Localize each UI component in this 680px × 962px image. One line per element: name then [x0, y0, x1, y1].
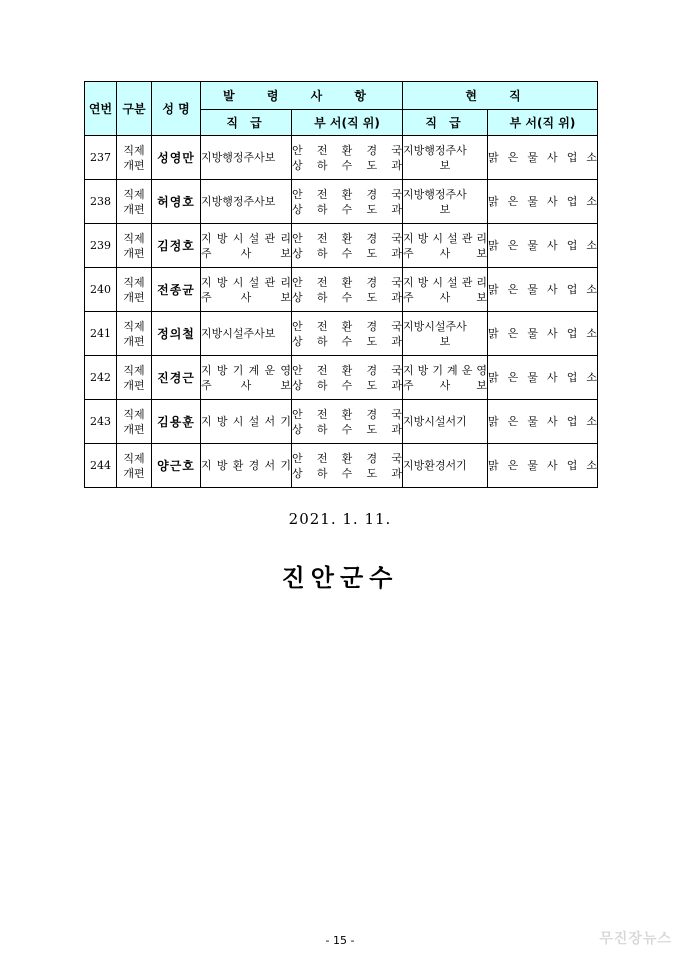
- type-line: 개편: [123, 466, 145, 480]
- dept-line: 상 하 수 도 과: [292, 158, 402, 172]
- type-line: 개편: [123, 334, 145, 348]
- type-line: 직제: [123, 275, 145, 289]
- dept-line: 상 하 수 도 과: [292, 246, 402, 260]
- cur_dept-text: 맑 은 물 사 업 소: [488, 371, 597, 384]
- cur_dept-text: 맑 은 물 사 업 소: [488, 283, 597, 296]
- dept-line: 안 전 환 경 국: [292, 319, 402, 333]
- dept-line: 안 전 환 경 국: [292, 143, 402, 157]
- cell-type: [117, 400, 152, 444]
- type-line: 직제: [123, 407, 145, 421]
- type-line: 개편: [123, 158, 145, 172]
- cur_rank-line: 지 방 시 설 관 리: [403, 275, 487, 289]
- header-current: 현 직: [403, 82, 598, 110]
- rank-line: 지 방 기 계 운 영: [201, 363, 291, 377]
- cur_dept-text: 맑 은 물 사 업 소: [488, 151, 597, 164]
- cell-type: [117, 224, 152, 268]
- dept-line: 상 하 수 도 과: [292, 334, 402, 348]
- cell-dept: [292, 312, 403, 356]
- cell-dept: [292, 444, 403, 488]
- appointment-table: [84, 81, 598, 488]
- cell-current-dept: [488, 400, 598, 444]
- cell-no: 238: [85, 180, 117, 224]
- type-line: 직제: [123, 231, 145, 245]
- type-line: 직제: [123, 363, 145, 377]
- cell-type: [117, 444, 152, 488]
- header-appointment: 발 령 사 항: [201, 82, 403, 110]
- cell-current-rank: [403, 136, 488, 180]
- cur_dept-text: 맑 은 물 사 업 소: [488, 415, 597, 428]
- cell-name: 허영호: [152, 180, 201, 224]
- header-rank: 직 급: [201, 110, 292, 136]
- dept-line: 상 하 수 도 과: [292, 378, 402, 392]
- dept-line: 안 전 환 경 국: [292, 187, 402, 201]
- cell-current-rank: [403, 356, 488, 400]
- table-row: [85, 268, 598, 312]
- header-dept: 부 서(직 위): [292, 110, 403, 136]
- cell-dept: [292, 136, 403, 180]
- cur_rank-line: 지방행정주사: [403, 187, 467, 201]
- header-name: 성 명: [152, 82, 201, 136]
- cell-current-dept: [488, 312, 598, 356]
- page-number: - 15 -: [325, 934, 355, 947]
- cur_rank-line: 주 사 보: [403, 378, 487, 392]
- type-line: 직제: [123, 143, 145, 157]
- table-row: [85, 224, 598, 268]
- cell-current-dept: [488, 180, 598, 224]
- cell-no: 237: [85, 136, 117, 180]
- rank-line: 지방시설주사보: [201, 327, 276, 340]
- cell-no: 241: [85, 312, 117, 356]
- type-line: 개편: [123, 290, 145, 304]
- dept-line: 안 전 환 경 국: [292, 275, 402, 289]
- rank-line: 주 사 보: [201, 246, 291, 260]
- cell-current-dept: [488, 136, 598, 180]
- cell-name: 김용훈: [152, 400, 201, 444]
- type-line: 개편: [123, 246, 145, 260]
- table-body: [85, 136, 598, 488]
- cell-no: 244: [85, 444, 117, 488]
- cell-type: [117, 312, 152, 356]
- cell-current-rank: [403, 444, 488, 488]
- cur_rank-line: 지 방 기 계 운 영: [403, 363, 487, 377]
- cell-current-rank: [403, 180, 488, 224]
- type-line: 개편: [123, 202, 145, 216]
- cell-rank: [201, 180, 292, 224]
- cell-dept: [292, 268, 403, 312]
- issuer-title: 진안군수: [281, 564, 399, 592]
- cell-rank: [201, 136, 292, 180]
- type-line: 개편: [123, 422, 145, 436]
- cell-rank: [201, 268, 292, 312]
- cell-name: 성영만: [152, 136, 201, 180]
- type-line: 개편: [123, 378, 145, 392]
- rank-line: 지 방 시 설 관 리: [201, 231, 291, 245]
- cell-name: 김정호: [152, 224, 201, 268]
- cell-no: 242: [85, 356, 117, 400]
- cur_dept-text: 맑 은 물 사 업 소: [488, 459, 597, 472]
- cell-current-dept: [488, 356, 598, 400]
- rank-line: 지 방 환 경 서 기: [201, 459, 291, 472]
- cell-current-rank: [403, 312, 488, 356]
- cell-rank: [201, 356, 292, 400]
- type-line: 직제: [123, 319, 145, 333]
- table-row: [85, 180, 598, 224]
- cell-current-rank: [403, 268, 488, 312]
- cur_rank-line: 보: [439, 202, 451, 216]
- dept-line: 안 전 환 경 국: [292, 451, 402, 465]
- dept-line: 상 하 수 도 과: [292, 466, 402, 480]
- rank-line: 지 방 시 설 관 리: [201, 275, 291, 289]
- cell-dept: [292, 180, 403, 224]
- cur_rank-line: 지방환경서기: [403, 459, 467, 472]
- dept-line: 상 하 수 도 과: [292, 422, 402, 436]
- cell-current-dept: [488, 268, 598, 312]
- table-row: [85, 312, 598, 356]
- table-row: [85, 400, 598, 444]
- cell-current-rank: [403, 224, 488, 268]
- cell-type: [117, 268, 152, 312]
- type-line: 직제: [123, 187, 145, 201]
- cell-rank: [201, 444, 292, 488]
- dept-line: 안 전 환 경 국: [292, 407, 402, 421]
- header-cur-dept: 부 서(직 위): [488, 110, 598, 136]
- cur_rank-line: 주 사 보: [403, 246, 487, 260]
- cell-name: 진경근: [152, 356, 201, 400]
- cell-name: 정의철: [152, 312, 201, 356]
- cur_rank-line: 보: [439, 334, 451, 348]
- cur_dept-text: 맑 은 물 사 업 소: [488, 239, 597, 252]
- cur_rank-line: 지방행정주사: [403, 143, 467, 157]
- issue-date: 2021. 1. 11.: [288, 510, 392, 528]
- rank-line: 주 사 보: [201, 290, 291, 304]
- cell-current-dept: [488, 224, 598, 268]
- cur_dept-text: 맑 은 물 사 업 소: [488, 195, 597, 208]
- cell-type: [117, 180, 152, 224]
- dept-line: 안 전 환 경 국: [292, 363, 402, 377]
- rank-line: 지방행정주사보: [201, 195, 276, 208]
- dept-line: 상 하 수 도 과: [292, 290, 402, 304]
- dept-line: 안 전 환 경 국: [292, 231, 402, 245]
- header-cur-rank: 직 급: [403, 110, 488, 136]
- table-row: [85, 444, 598, 488]
- watermark-logo: 무진장뉴스: [599, 931, 672, 947]
- cell-dept: [292, 356, 403, 400]
- cell-name: 전종균: [152, 268, 201, 312]
- cell-dept: [292, 400, 403, 444]
- header-no: 연번: [85, 82, 117, 136]
- rank-line: 주 사 보: [201, 378, 291, 392]
- cell-no: 243: [85, 400, 117, 444]
- cur_dept-text: 맑 은 물 사 업 소: [488, 327, 597, 340]
- cell-current-rank: [403, 400, 488, 444]
- table-row: [85, 356, 598, 400]
- cell-rank: [201, 312, 292, 356]
- cell-no: 239: [85, 224, 117, 268]
- cell-rank: [201, 400, 292, 444]
- cur_rank-line: 지방시설주사: [403, 319, 467, 333]
- rank-line: 지 방 시 설 서 기: [201, 415, 291, 428]
- cell-rank: [201, 224, 292, 268]
- cur_rank-line: 주 사 보: [403, 290, 487, 304]
- cell-no: 240: [85, 268, 117, 312]
- cur_rank-line: 지방시설서기: [403, 415, 467, 428]
- cur_rank-line: 지 방 시 설 관 리: [403, 231, 487, 245]
- type-line: 직제: [123, 451, 145, 465]
- rank-line: 지방행정주사보: [201, 151, 276, 164]
- header-type: 구분: [117, 82, 152, 136]
- cell-dept: [292, 224, 403, 268]
- cell-name: 양근호: [152, 444, 201, 488]
- cell-type: [117, 136, 152, 180]
- cell-type: [117, 356, 152, 400]
- cur_rank-line: 보: [439, 158, 451, 172]
- table-row: [85, 136, 598, 180]
- dept-line: 상 하 수 도 과: [292, 202, 402, 216]
- cell-current-dept: [488, 444, 598, 488]
